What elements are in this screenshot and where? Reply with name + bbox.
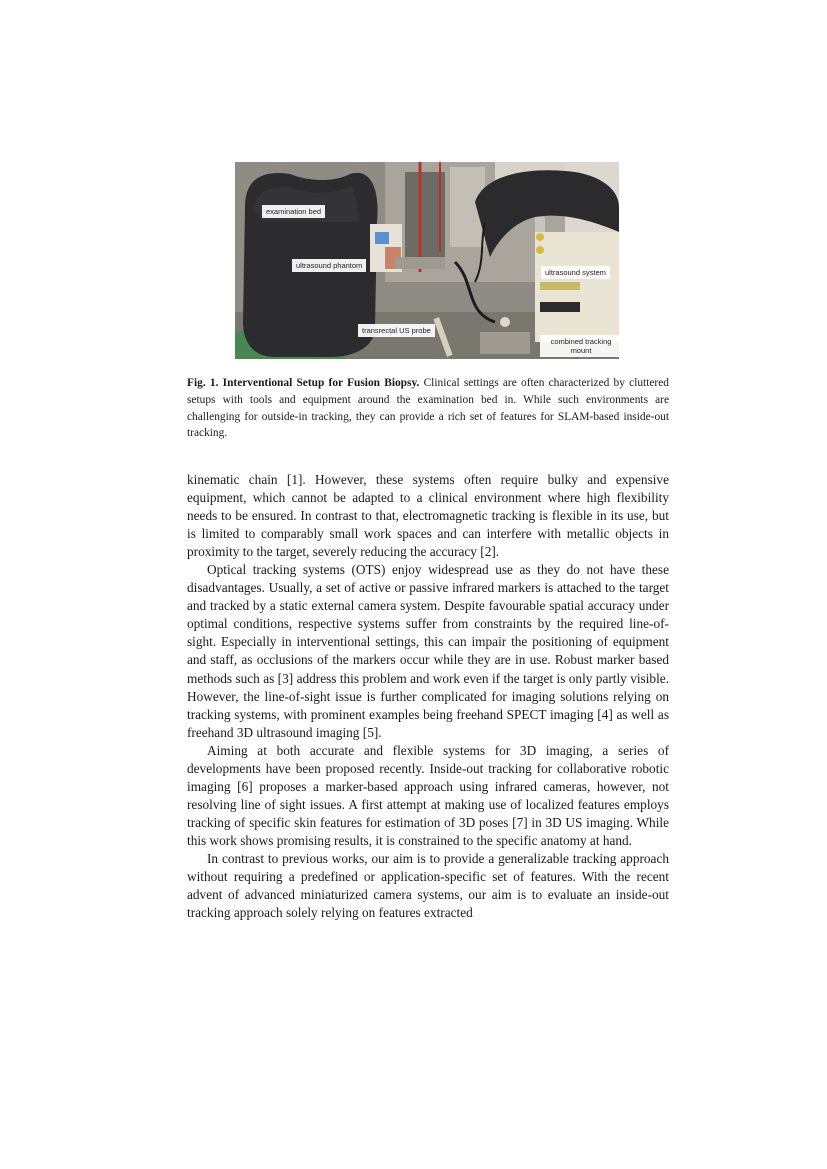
paragraph: In contrast to previous works, our aim is to provide a generalizable tracking approach without requiring a predefined or application-specific set of features. With the recent advent of advanced miniaturized camera systems, our aim is to evaluate an inside-out tracking approach solely relying on features extracted (187, 850, 669, 921)
body-text (187, 471, 669, 922)
paragraph: Aiming at both accurate and flexible systems for 3D imaging, a series of developments have been proposed recently. Inside-out tracking for collaborative robotic imaging [6] proposes a marker-based approach using infrared cameras, however, not resolving line of sight issues. A first attempt at making use of localized features employs tracking of specific skin features for estimation of 3D poses [7] in 3D US imaging. While this work shows promising results, it is constrained to the specific anatomy at hand. (187, 742, 669, 848)
label-tracking-mount: combined tracking mount (540, 335, 619, 357)
label-ultrasound-phantom: ultrasound phantom (292, 259, 366, 272)
caption-text: Clinical settings are often characterized by cluttered setups with tools and equipment around the examination bed in. While such environments are challenging for outside-in tracking, they can provide a rich set of features for SLAM-based inside-out tracking. (187, 377, 669, 440)
figure-photo (235, 162, 619, 359)
figure-caption (187, 375, 669, 442)
paragraph: Optical tracking systems (OTS) enjoy widespread use as they do not have these disadvantages. Usually, a set of active or passive infrared markers is attached to the target and tracked by a static external camera system. Despite favourable spatial accuracy under optimal conditions, respective systems suffer from constraints by the required line-of-sight. Especially in interventional settings, this can impair the positioning of equipment and staff, as occlusions of the markers occur while they are in use. Robust marker based methods such as [3] address this problem and work even if the target is only partly visible. However, the line-of-sight issue is further complicated for imaging solutions relying on tracking systems, with prominent examples being freehand SPECT imaging [4] as well as freehand 3D ultrasound imaging [5]. (187, 562, 669, 740)
paragraph: kinematic chain [1]. However, these systems often require bulky and expensive equipment, which cannot be adapted to a clinical environment where high flexibility needs to be ensured. In contrast to that, electromagnetic tracking is flexible in its use, but is limited to comparably small work spaces and can interfere with metallic objects in proximity to the target, severely reducing the accuracy [2]. (187, 472, 669, 560)
label-examination-bed: examination bed (262, 205, 325, 218)
label-ultrasound-system: ultrasound system (541, 266, 610, 279)
label-transrectal-probe: transrectal US probe (358, 324, 435, 337)
caption-title: Fig. 1. Interventional Setup for Fusion Biopsy. (187, 377, 420, 389)
